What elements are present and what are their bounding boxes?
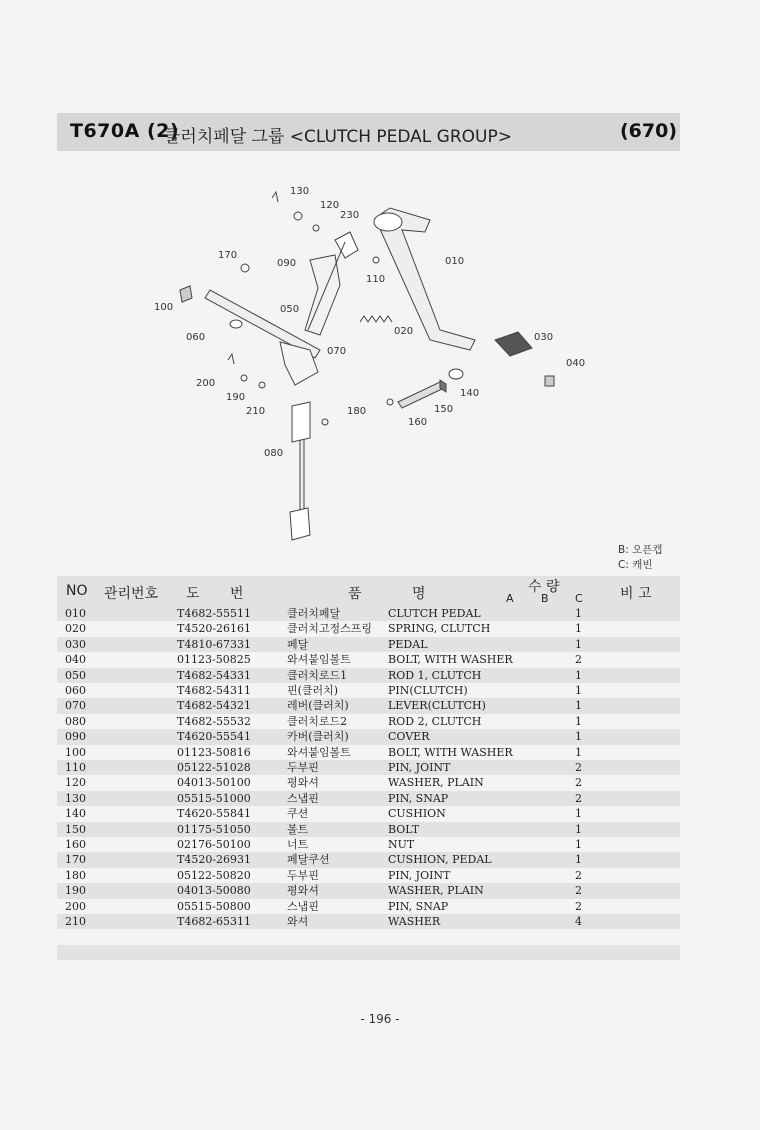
col-qty-c: C <box>575 592 583 605</box>
table-row <box>57 852 680 867</box>
part-name-kr: 두부핀 <box>287 868 319 882</box>
callout: 100 <box>154 302 174 313</box>
part-name-kr: 레버(클러치) <box>287 699 349 713</box>
col-qty-a: A <box>506 592 514 605</box>
col-qty-b: B <box>541 592 549 605</box>
table-row <box>57 775 680 790</box>
part-name-en: WASHER <box>388 915 441 928</box>
table-row <box>57 806 680 821</box>
callout: 140 <box>460 388 480 399</box>
callout: 050 <box>280 304 300 315</box>
quantity-c: 1 <box>575 838 582 851</box>
part-no: 060 <box>65 684 86 697</box>
quantity-c: 1 <box>575 622 582 636</box>
quantity-c: 2 <box>575 899 582 913</box>
part-name-kr: 와셔붙임볼트 <box>287 653 351 667</box>
part-name-kr: 클러치로드2 <box>287 714 348 728</box>
callout: 160 <box>408 417 428 428</box>
part-no: 180 <box>65 868 86 882</box>
part-name-en: CLUTCH PEDAL <box>388 607 481 620</box>
table-row <box>57 714 680 729</box>
table-row <box>57 652 680 667</box>
part-name-en: WASHER, PLAIN <box>388 884 484 898</box>
part-name-en: PIN, JOINT <box>388 868 451 882</box>
part-name-kr: 핀(클러치) <box>287 684 339 697</box>
callout: 040 <box>566 358 586 369</box>
callout: 210 <box>246 406 266 417</box>
callout: 010 <box>445 256 465 267</box>
table-row <box>57 729 680 744</box>
part-number: 01123-50816 <box>177 745 251 759</box>
part-name-en: PIN, JOINT <box>388 761 451 774</box>
table-row <box>57 606 680 621</box>
table-row <box>57 760 680 775</box>
part-number: 04013-50100 <box>177 776 251 790</box>
part-name-kr: 클러치페달 <box>287 607 341 620</box>
part-name-en: WASHER, PLAIN <box>388 776 484 790</box>
table-row <box>57 668 680 683</box>
quantity-c: 1 <box>575 684 582 697</box>
part-no: 150 <box>65 822 86 836</box>
group-page-code: (670) <box>620 120 678 142</box>
quantity-c: 1 <box>575 637 582 651</box>
part-no: 040 <box>65 653 86 667</box>
part-no: 120 <box>65 776 86 790</box>
callout: 230 <box>340 210 360 221</box>
quantity-c: 1 <box>575 714 582 728</box>
table-row <box>57 698 680 713</box>
part-name-kr: 클러치고정스프링 <box>287 622 373 636</box>
part-number: T4682-65311 <box>177 915 252 928</box>
part-name-en: PIN(CLUTCH) <box>388 684 468 697</box>
callout: 180 <box>347 406 367 417</box>
quantity-c: 1 <box>575 853 582 867</box>
part-no: 080 <box>65 714 86 728</box>
quantity-c: 1 <box>575 699 582 713</box>
col-drawing-1: 도 <box>186 586 200 602</box>
col-drawing-2: 번 <box>230 586 244 602</box>
quantity-c: 2 <box>575 868 582 882</box>
callout: 110 <box>366 274 386 285</box>
part-number: T4620-55841 <box>177 807 252 821</box>
part-name-kr: 페달쿠션 <box>287 853 330 867</box>
col-name-2: 명 <box>412 586 426 602</box>
legend-b: B: 오픈캡 <box>618 544 663 556</box>
callout: 020 <box>394 326 414 337</box>
col-remark: 비 고 <box>620 586 652 602</box>
part-name-en: PEDAL <box>388 637 428 651</box>
part-name-kr: 스냅핀 <box>287 791 319 805</box>
table-row <box>57 914 680 929</box>
part-name-en: SPRING, CLUTCH <box>388 622 491 636</box>
part-no: 210 <box>65 915 86 928</box>
table-row <box>57 899 680 914</box>
diagram-callouts <box>154 186 585 459</box>
callout: 070 <box>327 346 347 357</box>
part-no: 090 <box>65 730 86 744</box>
part-number: 04013-50080 <box>177 884 251 898</box>
part-name-en: PIN, SNAP <box>388 899 449 913</box>
callout: 200 <box>196 378 216 389</box>
quantity-c: 4 <box>575 915 582 928</box>
part-number: T4810-67331 <box>177 637 252 651</box>
part-no: 050 <box>65 668 86 682</box>
quantity-c: 2 <box>575 761 582 774</box>
part-name-en: PIN, SNAP <box>388 791 449 805</box>
table-row <box>57 868 680 883</box>
legend-c: C: 캐빈 <box>618 559 653 571</box>
callout: 170 <box>218 250 238 261</box>
quantity-c: 1 <box>575 607 582 620</box>
part-name-en: ROD 2, CLUTCH <box>388 714 482 728</box>
part-no: 110 <box>65 761 86 774</box>
part-no: 140 <box>65 807 86 821</box>
part-name-kr: 평와셔 <box>287 776 319 790</box>
part-name-en: BOLT, WITH WASHER <box>388 653 513 667</box>
part-number: 05122-50820 <box>177 868 251 882</box>
part-name-en: LEVER(CLUTCH) <box>388 699 486 713</box>
group-code: T670A (2) <box>70 120 180 142</box>
table-row <box>57 745 680 760</box>
part-number: 05122-51028 <box>177 761 251 774</box>
part-no: 130 <box>65 791 86 805</box>
part-no: 100 <box>65 745 86 759</box>
table-row <box>57 637 680 652</box>
part-name-kr: 스냅핀 <box>287 899 319 913</box>
part-name-en: ROD 1, CLUTCH <box>388 668 482 682</box>
part-no: 030 <box>65 637 86 651</box>
table-row <box>57 837 680 852</box>
part-number: T4520-26161 <box>177 622 252 636</box>
part-no: 020 <box>65 622 86 636</box>
part-name-kr: 카버(클러치) <box>287 730 349 744</box>
quantity-c: 1 <box>575 668 582 682</box>
quantity-c: 1 <box>575 730 582 744</box>
part-name-kr: 너트 <box>287 838 309 851</box>
col-qty: 수 량 <box>528 579 560 595</box>
part-name-kr: 와셔 <box>287 915 309 928</box>
part-number: T4620-55541 <box>177 730 252 744</box>
part-name-kr: 두부핀 <box>287 761 319 774</box>
part-number: 05515-50800 <box>177 899 251 913</box>
part-number: T4682-54331 <box>177 668 252 682</box>
part-number: 01123-50825 <box>177 653 251 667</box>
callout: 080 <box>264 448 284 459</box>
part-no: 200 <box>65 899 86 913</box>
group-name: 클러치페달 그룹 <CLUTCH PEDAL GROUP> <box>164 127 512 147</box>
quantity-c: 2 <box>575 653 582 667</box>
part-name-en: CUSHION <box>388 807 446 821</box>
row-band <box>57 945 680 960</box>
part-name-en: COVER <box>388 730 430 744</box>
part-name-kr: 평와셔 <box>287 884 319 898</box>
quantity-c: 2 <box>575 791 582 805</box>
part-name-en: NUT <box>388 838 415 851</box>
part-name-kr: 쿠션 <box>287 807 309 821</box>
table-row <box>57 683 680 698</box>
part-number: T4520-26931 <box>177 853 252 867</box>
quantity-c: 1 <box>575 807 582 821</box>
part-number: T4682-54311 <box>177 684 252 697</box>
parts-diagram <box>140 170 600 550</box>
part-name-kr: 페달 <box>287 637 309 651</box>
callout: 150 <box>434 404 454 415</box>
callout: 060 <box>186 332 206 343</box>
part-name-en: BOLT, WITH WASHER <box>388 745 513 759</box>
col-name-1: 품 <box>348 586 362 602</box>
callout: 090 <box>277 258 297 269</box>
part-no: 170 <box>65 853 86 867</box>
part-name-kr: 와셔붙임볼트 <box>287 745 351 759</box>
callout: 190 <box>226 392 246 403</box>
part-number: T4682-55532 <box>177 714 252 728</box>
col-mgmt: 관리번호 <box>104 586 159 602</box>
callout: 130 <box>290 186 310 197</box>
part-number: T4682-54321 <box>177 699 252 713</box>
table-row <box>57 791 680 806</box>
part-no: 010 <box>65 607 86 620</box>
part-no: 190 <box>65 884 86 898</box>
part-number: T4682-55511 <box>177 607 252 620</box>
part-name-kr: 클러치로드1 <box>287 668 348 682</box>
quantity-c: 1 <box>575 745 582 759</box>
part-number: 02176-50100 <box>177 838 251 851</box>
part-number: 05515-51000 <box>177 791 251 805</box>
table-row <box>57 822 680 837</box>
col-no: NO <box>66 583 88 599</box>
part-name-en: CUSHION, PEDAL <box>388 853 492 867</box>
table-row <box>57 621 680 636</box>
callout: 120 <box>320 200 340 211</box>
callout: 030 <box>534 332 554 343</box>
part-no: 160 <box>65 838 86 851</box>
part-number: 01175-51050 <box>177 822 251 836</box>
table-row <box>57 883 680 898</box>
part-name-en: BOLT <box>388 822 420 836</box>
quantity-c: 2 <box>575 884 582 898</box>
part-no: 070 <box>65 699 86 713</box>
quantity-c: 1 <box>575 822 582 836</box>
part-name-kr: 볼트 <box>287 822 309 836</box>
quantity-c: 2 <box>575 776 582 790</box>
page-number: - 196 - <box>360 1012 400 1026</box>
